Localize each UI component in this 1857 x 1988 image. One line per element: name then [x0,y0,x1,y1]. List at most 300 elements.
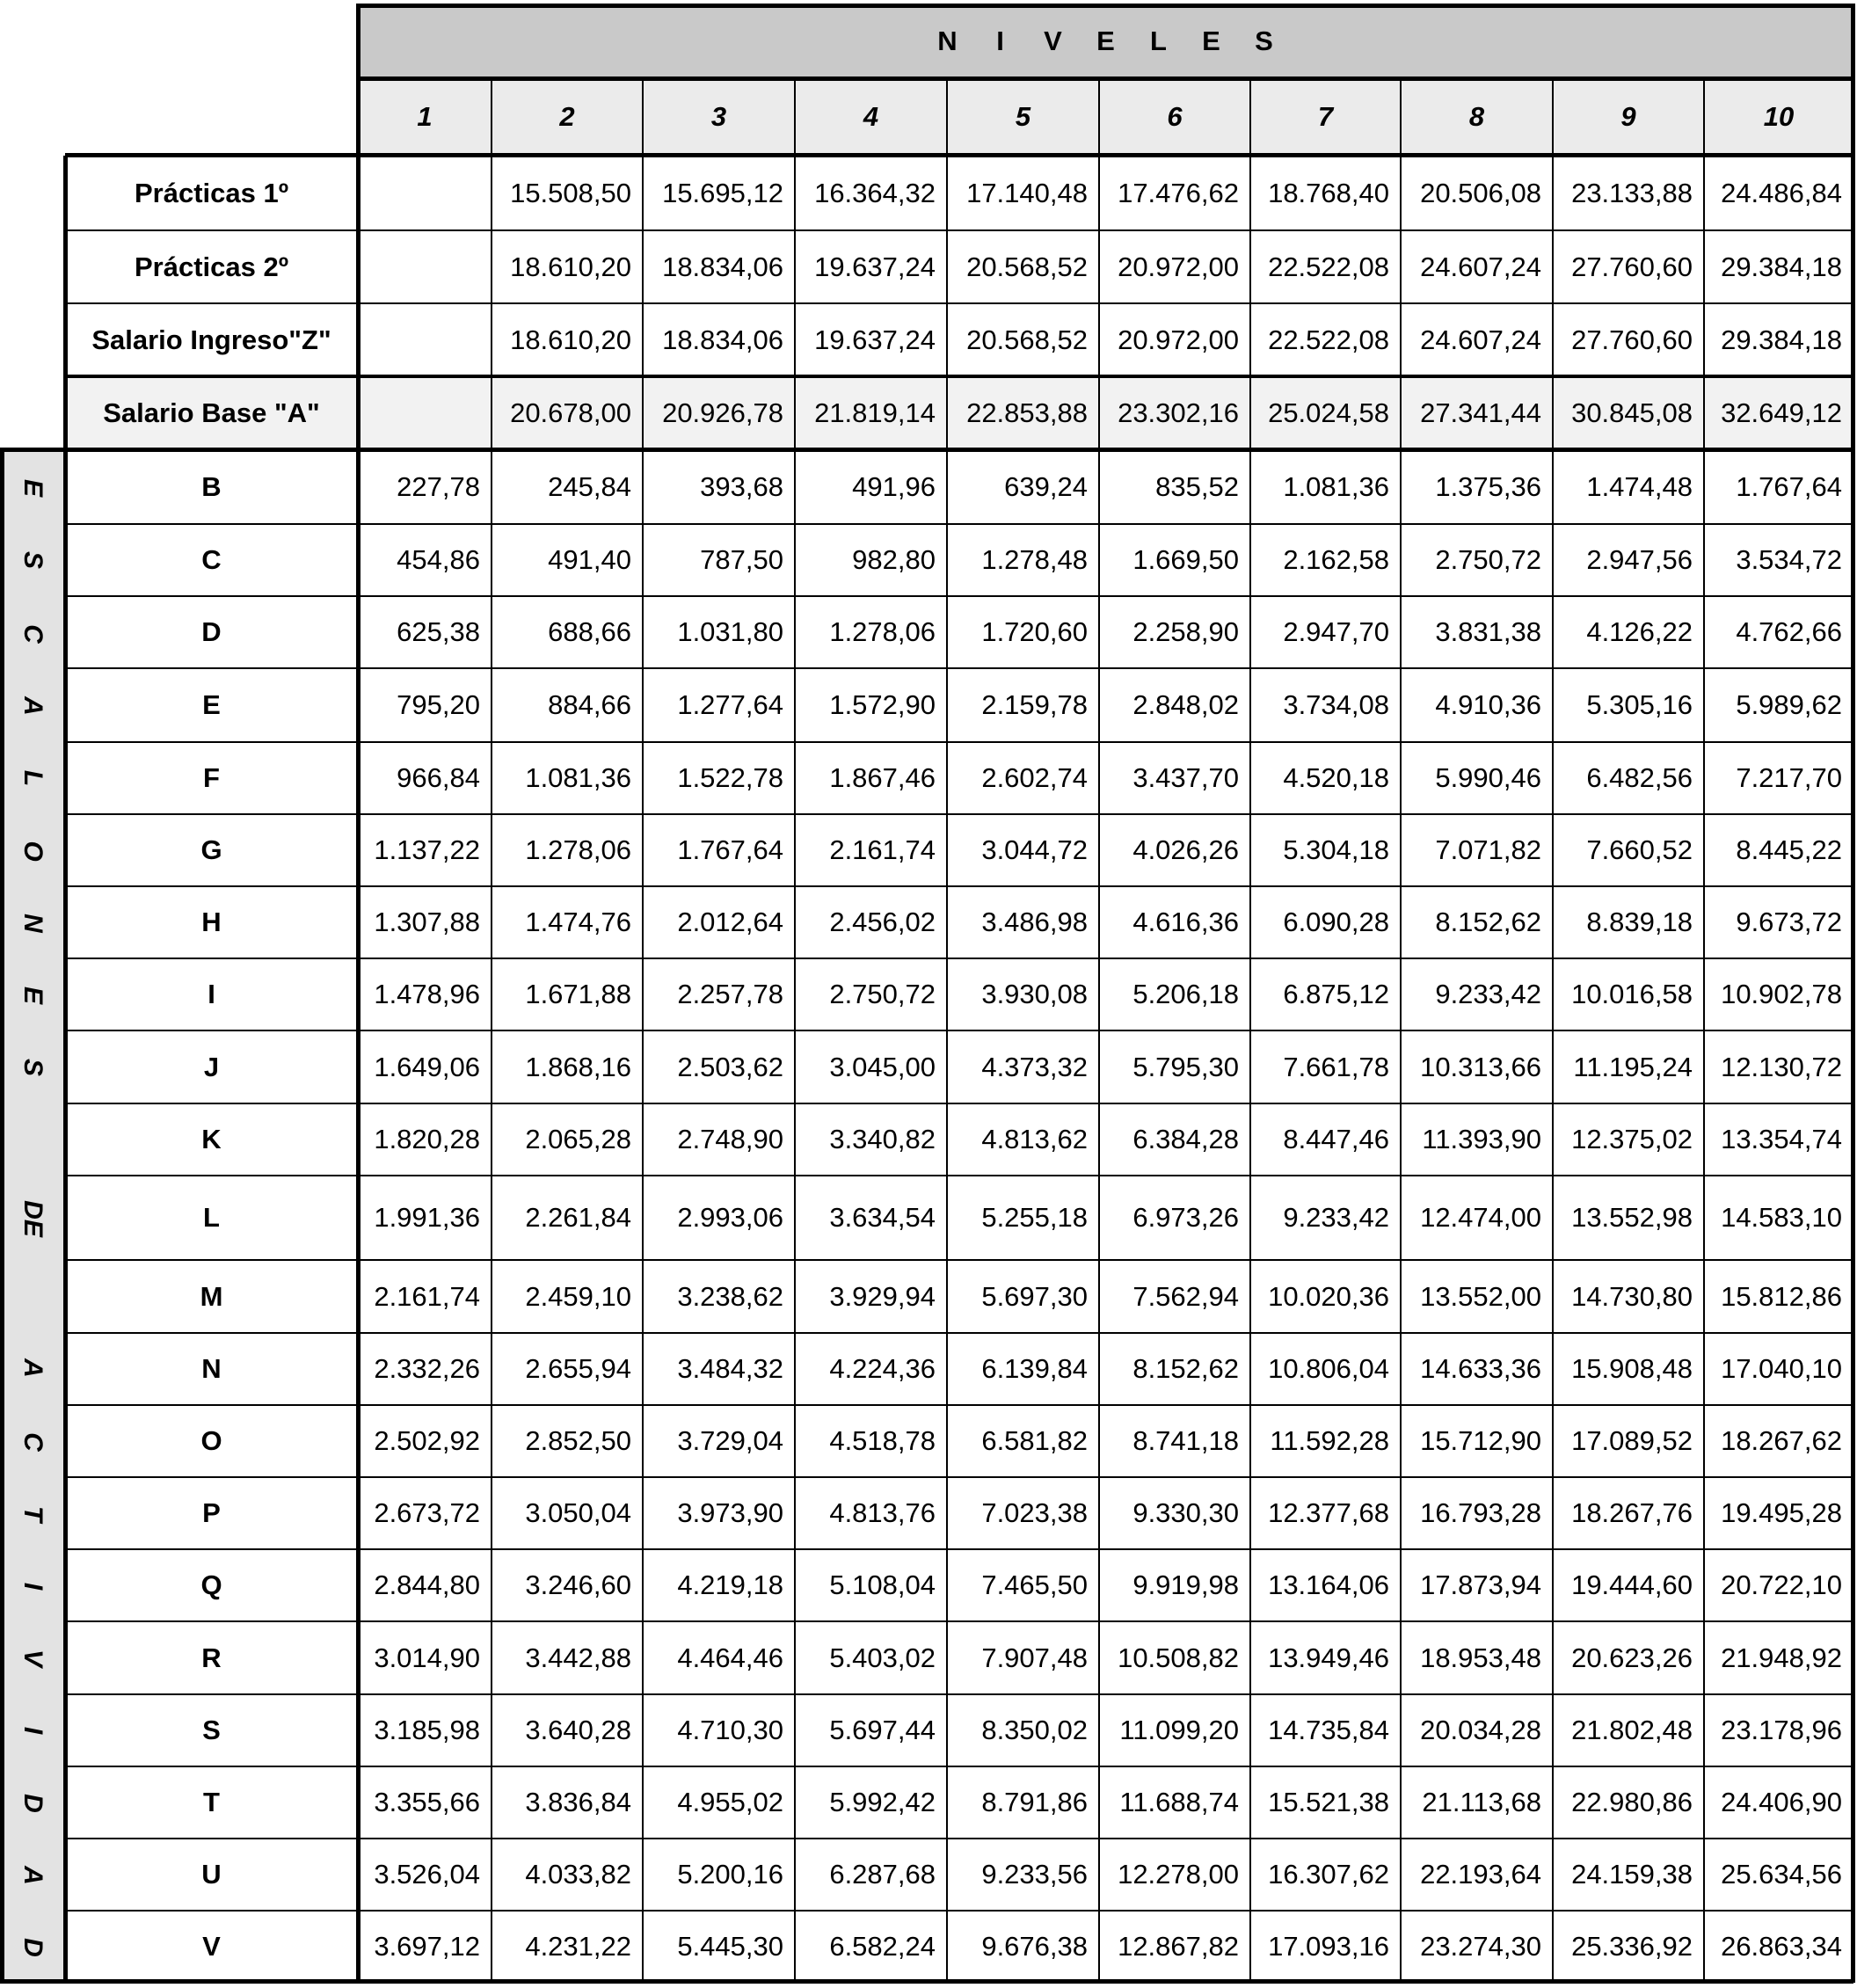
escalon-row-value: 6.973,26 [1132,1202,1239,1233]
escalon-row-value: 11.688,74 [1119,1787,1239,1817]
escalon-row-value: 4.026,26 [1132,834,1239,865]
side-label-letter: I [18,1582,47,1591]
escalon-row-value: 1.720,60 [981,616,1088,647]
grid-line [491,156,492,1983]
escalon-row-value: 9.233,42 [1283,1202,1389,1233]
escalon-row-value: 12.867,82 [1118,1931,1239,1962]
grid-line [1851,4,1855,156]
escalon-row-value: 1.278,48 [981,544,1088,575]
escalon-row-value: 22.980,86 [1571,1787,1693,1817]
base-row-value [358,303,492,376]
side-label-letter: D [18,1794,47,1813]
escalon-row-value: 10.902,78 [1721,979,1842,1009]
escalon-row-value: 18.267,62 [1721,1425,1842,1456]
escalon-row-value: 17.040,10 [1721,1353,1842,1384]
escalon-row-value: 2.161,74 [374,1280,480,1312]
base-row-value: 20.568,52 [966,324,1088,355]
base-row-value: 20.506,08 [1420,177,1541,208]
escalon-row-value: 884,66 [548,689,631,720]
escalon-row-value: 13.164,06 [1268,1569,1389,1600]
side-label-letter: DE [18,1200,47,1237]
base-row-value: 22.522,08 [1268,251,1389,282]
escalon-row-value: 787,50 [700,544,783,575]
escalon-row-value: 3.973,90 [677,1497,783,1528]
niveles-letter: N [937,25,958,56]
escalon-row-value: 491,96 [852,471,936,502]
escalon-row-label: J [203,1051,220,1082]
base-row-value: 17.140,48 [966,177,1088,208]
side-label-letter: S [18,550,47,569]
grid-line [65,153,358,157]
escalon-row-value: 21.802,48 [1571,1715,1693,1745]
grid-line [65,1404,1853,1406]
escalon-row-value: 6.287,68 [829,1859,936,1890]
escalon-row-value: 17.873,94 [1420,1569,1541,1600]
escalon-row-value: 3.729,04 [677,1425,783,1456]
escalon-row-value: 8.445,22 [1736,834,1842,865]
escalon-row-value: 2.258,90 [1132,616,1239,647]
escalon-row-value: 5.990,46 [1435,762,1541,793]
escalon-row-value: 2.459,10 [525,1280,631,1312]
escalon-row-value: 5.206,18 [1132,979,1239,1009]
escalon-row-value: 1.474,48 [1586,471,1693,502]
escalon-row-value: 2.332,26 [374,1353,480,1384]
grid-line [1703,78,1705,156]
grid-line [65,523,1853,525]
escalon-row-value: 11.195,24 [1573,1051,1693,1082]
escalon-row-value: 2.947,56 [1586,544,1693,575]
base-row-value: 21.819,14 [795,376,947,450]
escalon-row-value: 2.852,50 [525,1425,631,1456]
base-row-value: 23.302,16 [1099,376,1250,450]
grid-line [946,78,948,156]
escalon-row-value: 21.113,68 [1422,1787,1541,1817]
escalon-row-value: 3.355,66 [374,1787,480,1817]
escalon-row-value: 9.330,30 [1132,1497,1239,1528]
escalon-row-value: 17.093,16 [1268,1931,1389,1962]
escalon-row-value: 982,80 [852,544,936,575]
escalon-row-value: 11.393,90 [1422,1124,1541,1154]
escalon-row-label: E [202,689,221,720]
escalon-row-label: P [202,1497,221,1528]
level-header-10: 10 [1704,78,1853,156]
escalon-row-value: 5.108,04 [829,1569,936,1600]
base-row-value: 29.384,18 [1721,324,1842,355]
grid-line [642,78,644,156]
escalon-row-value: 4.224,36 [829,1353,936,1384]
grid-line [65,1620,1853,1622]
escalon-row-label: F [203,762,220,793]
escalon-row-value: 3.526,04 [374,1859,480,1890]
escalon-row-value: 1.375,36 [1435,471,1541,502]
escalon-row-value: 454,86 [397,544,480,575]
escalon-row-value: 8.839,18 [1586,907,1693,937]
niveles-letter: E [1202,25,1220,56]
level-header-1: 1 [358,78,492,156]
escalon-row-value: 9.233,42 [1435,979,1541,1009]
escalon-row-value: 1.031,80 [677,616,783,647]
escalon-row-value: 3.238,62 [677,1280,783,1312]
base-row-value: 19.637,24 [814,324,936,355]
grid-line [65,1838,1853,1839]
level-header-4: 4 [795,78,947,156]
escalon-row-label: U [201,1859,222,1890]
grid-line [63,156,68,450]
escalon-row-value: 1.278,06 [829,616,936,647]
base-row-value: 27.760,60 [1571,324,1693,355]
escalon-row-value: 1.081,36 [525,762,631,793]
grid-line [1400,156,1402,1983]
niveles-letter: S [1255,25,1273,56]
escalon-row-value: 3.929,94 [829,1280,936,1312]
base-row-value: 20.926,78 [643,376,795,450]
grid-line [65,1476,1853,1478]
escalon-row-value: 7.023,38 [981,1497,1088,1528]
base-row-value: 20.568,52 [966,251,1088,282]
side-label-letter: N [18,914,47,933]
base-row-value: 32.649,12 [1704,376,1853,450]
escalon-row-value: 2.655,94 [525,1353,631,1384]
escalon-row-value: 13.354,74 [1721,1124,1842,1154]
base-row-value: 20.972,00 [1118,324,1239,355]
escalon-row-value: 2.162,58 [1283,544,1389,575]
base-row-value: 25.024,58 [1250,376,1401,450]
escalon-row-value: 1.991,36 [374,1202,480,1233]
base-row-value: 23.133,88 [1571,177,1693,208]
escalon-row-value: 4.231,22 [525,1931,631,1962]
grid-line [358,76,1853,81]
escalon-row-value: 9.676,38 [981,1931,1088,1962]
side-label-letter: O [18,841,47,862]
base-row-value: 29.384,18 [1721,251,1842,282]
base-row-value: 18.610,20 [510,251,631,282]
base-row-value: 20.972,00 [1118,251,1239,282]
escalon-row-value: 2.503,62 [677,1051,783,1082]
grid-line [1249,156,1251,1983]
grid-line [65,741,1853,743]
escalon-row-value: 639,24 [1004,471,1088,502]
escalon-row-value: 688,66 [548,616,631,647]
escalon-row-value: 2.993,06 [677,1202,783,1233]
escalon-row-value: 1.767,64 [1736,471,1842,502]
grid-line [65,1693,1853,1695]
grid-line [356,4,360,156]
grid-line [65,1103,1853,1104]
escalon-row-value: 4.518,78 [829,1425,936,1456]
escalon-row-value: 3.246,60 [525,1569,631,1600]
escalon-row-value: 5.697,30 [981,1280,1088,1312]
level-header-9: 9 [1553,78,1704,156]
escalon-row-value: 15.908,48 [1571,1353,1693,1384]
grid-line [65,1766,1853,1767]
base-row-value [358,156,492,230]
grid-line [642,156,644,1983]
grid-line [65,813,1853,815]
escalon-row-value: 1.137,22 [374,834,480,865]
escalon-row-value: 10.313,66 [1420,1051,1541,1082]
escalon-row-value: 10.016,58 [1571,979,1693,1009]
escalon-row-value: 1.474,76 [525,907,631,937]
side-label-letter: A [18,1866,47,1885]
base-row-value: 19.637,24 [814,251,936,282]
side-label-letter: L [18,769,47,787]
escalon-row-label: L [203,1202,220,1233]
escalon-row-value: 1.868,16 [525,1051,631,1082]
escalon-row-value: 4.464,46 [677,1642,783,1673]
grid-line [65,1259,1853,1261]
grid-line [65,1332,1853,1334]
grid-line [0,1979,1853,1984]
escalon-row-value: 2.750,72 [829,979,936,1009]
escalon-row-value: 2.750,72 [1435,544,1541,575]
base-row-value: 15.695,12 [662,177,783,208]
escalon-row-value: 20.623,26 [1571,1642,1693,1673]
side-label-letter: V [18,1649,47,1667]
escalon-row-value: 3.534,72 [1736,544,1842,575]
escalon-row-value: 3.930,08 [981,979,1088,1009]
side-label-letter: D [18,1938,47,1957]
escalon-row-value: 6.875,12 [1283,979,1389,1009]
base-row-value [358,376,492,450]
escalon-row-value: 25.336,92 [1571,1931,1693,1962]
grid-line [356,156,360,1983]
escalon-row-value: 8.350,02 [981,1715,1088,1745]
escalon-row-value: 6.090,28 [1283,907,1389,937]
escalon-row-value: 18.267,76 [1571,1497,1693,1528]
grid-line [1400,78,1402,156]
escalon-row-value: 3.697,12 [374,1931,480,1962]
escalon-row-value: 25.634,56 [1721,1859,1842,1890]
base-row-value: 27.341,44 [1401,376,1553,450]
escalon-row-value: 4.813,76 [829,1497,936,1528]
escalon-row-value: 1.649,06 [374,1051,480,1082]
escalon-row-value: 4.126,22 [1586,616,1693,647]
base-row-label: Prácticas 1º [134,177,289,208]
side-label-letter: A [18,1358,47,1378]
escalon-row-value: 12.375,02 [1571,1124,1693,1154]
escalon-row-label: T [203,1787,220,1817]
escalon-row-label: D [201,616,222,647]
niveles-header [358,4,1853,78]
escalon-row-label: B [201,471,222,502]
escalon-row-value: 13.949,46 [1268,1642,1389,1673]
escalon-row-value: 17.089,52 [1571,1425,1693,1456]
escalon-row-value: 4.616,36 [1132,907,1239,937]
escalon-row-value: 16.793,28 [1420,1497,1541,1528]
escalon-row-label: Q [200,1569,222,1600]
base-row-value: 20.678,00 [492,376,643,450]
escalon-row-label: K [201,1124,222,1154]
escalon-row-value: 5.403,02 [829,1642,936,1673]
escalon-row-value: 5.992,42 [829,1787,936,1817]
escalon-row-value: 9.673,72 [1736,907,1842,937]
escalon-row-value: 4.219,18 [677,1569,783,1600]
escalon-row-value: 1.671,88 [525,979,631,1009]
escalon-row-value: 1.277,64 [677,689,783,720]
escalon-row-label: O [200,1425,222,1456]
grid-line [1098,78,1100,156]
escalon-row-value: 5.795,30 [1132,1051,1239,1082]
escalon-row-value: 10.806,04 [1268,1353,1389,1384]
grid-line [65,1030,1853,1031]
escalon-row-value: 19.444,60 [1571,1569,1693,1600]
escalon-row-value: 2.261,84 [525,1202,631,1233]
base-row-value: 24.486,84 [1721,177,1842,208]
niveles-letter: I [996,25,1004,56]
escalon-row-value: 8.741,18 [1132,1425,1239,1456]
escalon-row-value: 12.278,00 [1118,1859,1239,1890]
base-row-value [358,230,492,303]
side-label-letter: E [18,478,47,497]
escalon-row-value: 4.910,36 [1435,689,1541,720]
escalon-row-label: N [201,1353,222,1384]
escalon-row-value: 14.735,84 [1268,1715,1389,1745]
base-row-label: Salario Base "A" [65,376,358,450]
escalon-row-value: 15.521,38 [1268,1787,1389,1817]
escalon-row-value: 835,52 [1155,471,1239,502]
base-row-label: Salario Ingreso"Z" [91,324,331,355]
escalon-row-value: 2.848,02 [1132,689,1239,720]
level-header-2: 2 [492,78,643,156]
escalon-row-label: G [200,834,222,865]
escalon-row-value: 24.406,90 [1721,1787,1842,1817]
escalon-row-value: 4.762,66 [1736,616,1842,647]
escalon-row-value: 6.482,56 [1586,762,1693,793]
escalon-row-label: I [208,979,215,1009]
side-label-letter: C [18,1432,47,1452]
grid-line [1098,156,1100,1983]
grid-line [946,156,948,1983]
escalon-row-value: 5.255,18 [981,1202,1088,1233]
escalon-row-value: 3.442,88 [525,1642,631,1673]
grid-line [0,448,1853,452]
escalon-row-value: 3.831,38 [1435,616,1541,647]
grid-line [794,78,796,156]
escalon-row-value: 7.660,52 [1586,834,1693,865]
escalon-row-value: 10.020,36 [1268,1280,1389,1312]
side-label-letter: T [18,1505,47,1523]
escalon-row-value: 3.437,70 [1132,762,1239,793]
escalon-row-value: 12.377,68 [1268,1497,1389,1528]
escalon-row-value: 21.948,92 [1721,1642,1842,1673]
base-row-label: Prácticas 2º [134,251,289,282]
grid-line [0,450,4,1983]
escalon-row-value: 5.989,62 [1736,689,1842,720]
base-row-value: 22.853,88 [947,376,1099,450]
grid-line [794,156,796,1983]
base-row-value: 24.607,24 [1420,324,1541,355]
grid-line [63,450,68,1983]
side-label-letter: C [18,624,47,644]
escalon-row-value: 5.445,30 [677,1931,783,1962]
grid-line [1703,156,1705,1983]
escalon-row-value: 23.178,96 [1721,1715,1842,1745]
escalon-row-value: 7.217,70 [1736,762,1842,793]
escalon-row-label: C [201,544,222,575]
escalon-row-value: 4.033,82 [525,1859,631,1890]
level-header-6: 6 [1099,78,1250,156]
escalon-row-value: 1.522,78 [677,762,783,793]
grid-line [65,229,1853,231]
escalon-row-value: 11.099,20 [1119,1715,1239,1745]
escalon-row-value: 1.278,06 [525,834,631,865]
escalon-row-value: 3.486,98 [981,907,1088,937]
escalon-row-value: 3.044,72 [981,834,1088,865]
escalon-row-value: 1.867,46 [829,762,936,793]
escalon-row-value: 19.495,28 [1721,1497,1842,1528]
base-row-value: 22.522,08 [1268,324,1389,355]
escalon-row-value: 6.139,84 [981,1353,1088,1384]
escalon-row-value: 6.384,28 [1132,1124,1239,1154]
level-header-3: 3 [643,78,795,156]
base-row-value: 18.610,20 [510,324,631,355]
escalon-row-value: 5.305,16 [1586,689,1693,720]
escalon-row-value: 8.152,62 [1435,907,1541,937]
escalon-row-value: 2.602,74 [981,762,1088,793]
level-header-8: 8 [1401,78,1553,156]
escalon-row-value: 10.508,82 [1118,1642,1239,1673]
grid-line [65,1910,1853,1912]
escalon-row-value: 18.953,48 [1420,1642,1541,1673]
escalon-row-value: 1.572,90 [829,689,936,720]
escalon-row-value: 7.907,48 [981,1642,1088,1673]
escalon-row-value: 5.697,44 [829,1715,936,1745]
grid-line [65,595,1853,597]
escalon-row-value: 4.373,32 [981,1051,1088,1082]
grid-line [65,885,1853,887]
escalon-row-value: 5.304,18 [1283,834,1389,865]
escalon-row-value: 14.633,36 [1420,1353,1541,1384]
escalon-row-value: 20.722,10 [1721,1569,1842,1600]
base-row-value: 30.845,08 [1553,376,1704,450]
escalon-row-value: 1.478,96 [374,979,480,1009]
niveles-letter: E [1096,25,1115,56]
escalon-row-value: 6.581,82 [981,1425,1088,1456]
escalon-row-label: H [201,907,222,937]
escalon-row-value: 2.748,90 [677,1124,783,1154]
escalon-row-value: 227,78 [397,471,480,502]
base-row-value: 16.364,32 [814,177,936,208]
escalon-row-value: 6.582,24 [829,1931,936,1962]
escalon-row-value: 16.307,62 [1268,1859,1389,1890]
side-label-letter: I [18,1726,47,1735]
escalon-row-value: 3.836,84 [525,1787,631,1817]
escalon-row-value: 4.710,30 [677,1715,783,1745]
escalon-row-value: 24.159,38 [1571,1859,1693,1890]
escalon-row-label: M [200,1280,223,1312]
escalon-row-label: V [202,1931,221,1962]
escalon-row-value: 8.447,46 [1283,1124,1389,1154]
escalon-row-value: 7.071,82 [1435,834,1541,865]
escalon-row-value: 3.014,90 [374,1642,480,1673]
escalon-row-value: 3.640,28 [525,1715,631,1745]
escalon-row-value: 1.307,88 [374,907,480,937]
grid-line [65,375,1853,378]
escalon-row-value: 12.130,72 [1721,1051,1842,1082]
escalon-row-value: 3.734,08 [1283,689,1389,720]
escalon-row-value: 966,84 [397,762,480,793]
escalon-row-value: 1.767,64 [677,834,783,865]
base-row-value: 18.834,06 [662,324,783,355]
escalon-row-value: 15.812,86 [1721,1280,1842,1312]
side-label-letter: S [18,1058,47,1076]
escalon-row-value: 2.257,78 [677,979,783,1009]
grid-line [65,1175,1853,1176]
escalon-row-value: 14.583,10 [1721,1202,1842,1233]
escalon-row-label: S [202,1715,221,1745]
side-label-letter: E [18,986,47,1004]
escalon-row-value: 22.193,64 [1420,1859,1541,1890]
